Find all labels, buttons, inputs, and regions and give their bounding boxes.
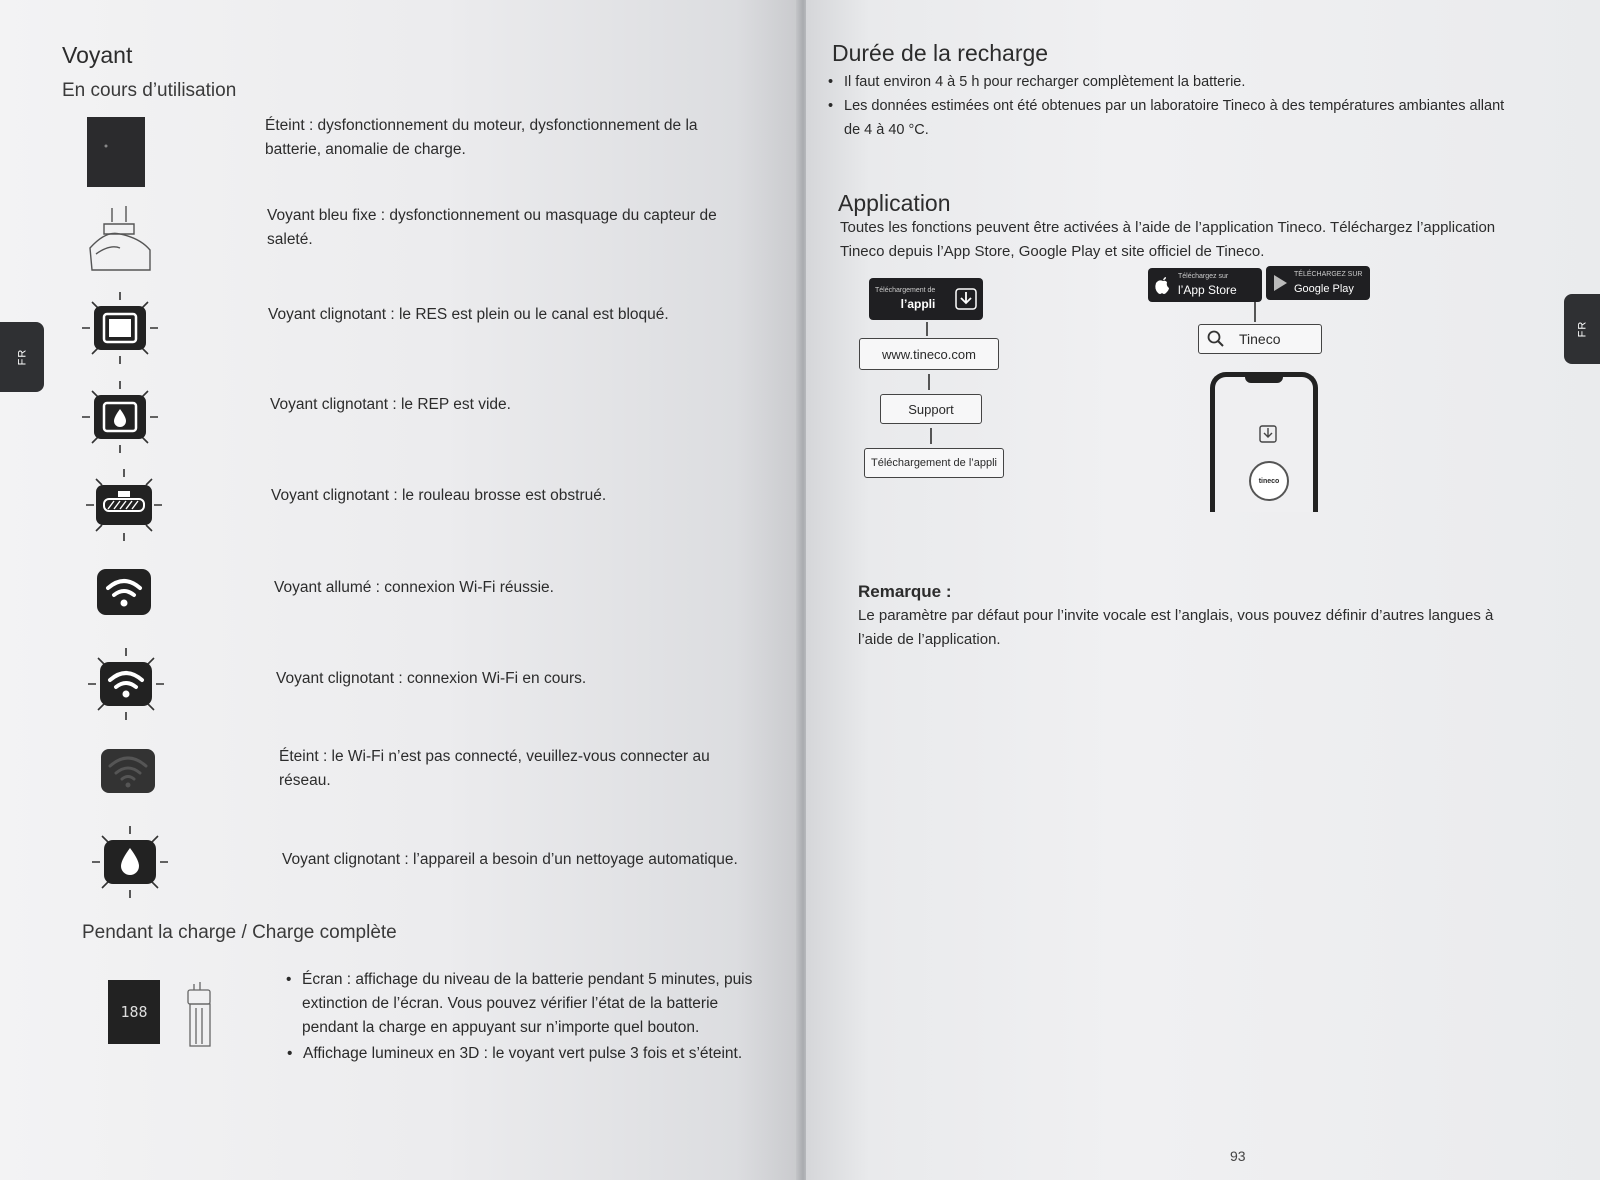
flow-box-website: www.tineco.com — [859, 338, 999, 370]
section-title-application: Application — [838, 190, 951, 216]
wifi-off-icon — [100, 748, 156, 799]
brush-roller-icon — [84, 469, 164, 546]
download-icon — [1259, 425, 1277, 443]
subsection-charging: Pendant la charge / Charge complète — [82, 922, 397, 943]
app-download-badge: Téléchargement de l’appli — [869, 278, 983, 320]
tank-empty-icon — [80, 381, 160, 458]
flow-connector — [1254, 302, 1256, 322]
self-clean-icon — [90, 826, 170, 903]
dirt-sensor-icon — [86, 204, 154, 279]
indicator-desc: Voyant clignotant : connexion Wi-Fi en cours. — [276, 670, 587, 687]
indicator-desc: Éteint : dysfonctionnement du moteur, dysfonctionnement de la batterie, anomalie de charge. — [265, 117, 698, 158]
page-number: 93 — [1230, 1148, 1246, 1164]
indicator-desc: Voyant clignotant : le rouleau brosse est obstrué. — [271, 487, 607, 504]
indicator-desc: Voyant bleu fixe : dysfonctionnement ou masquage du capteur de saleté. — [267, 207, 717, 248]
download-icon — [955, 288, 977, 310]
recharge-bullet: • Il faut environ 4 à 5 h pour recharger complètement la batterie. — [844, 70, 1524, 94]
google-play-icon — [1272, 274, 1288, 292]
phone-illustration — [1210, 372, 1318, 512]
recharge-bullet: • Les données estimées ont été obtenues par un laboratoire Tineco à des températures ambiantes allant de 4 à 40 °C. — [844, 94, 1524, 142]
flow-connector — [928, 374, 930, 390]
indicator-desc: Voyant clignotant : le RES est plein ou le canal est bloqué. — [268, 306, 669, 323]
battery-display-icon: 188 — [108, 980, 160, 1044]
indicator-desc: Voyant clignotant : l’appareil a besoin d’un nettoyage automatique. — [282, 851, 738, 868]
indicator-desc: Voyant allumé : connexion Wi-Fi réussie. — [274, 579, 554, 596]
charge-bullet: • Écran : affichage du niveau de la batterie pendant 5 minutes, puis extinction de l’écran. Vous pouvez vérifier l’état de la batterie pendant la charge en appuyant sur n’importe quel bouton. — [302, 968, 762, 1040]
subsection-in-use: En cours d’utilisation — [62, 80, 237, 101]
section-title-voyant: Voyant — [62, 42, 133, 68]
remark-title: Remarque : — [858, 582, 952, 601]
remark-text: Le paramètre par défaut pour l’invite vocale est l’anglais, vous pouvez définir d’autres langues à l’aide de l’application. — [858, 607, 1494, 648]
language-tab-left: FR — [0, 322, 44, 392]
dark-square-icon — [86, 116, 146, 193]
indicator-desc: Éteint : le Wi-Fi n’est pas connecté, veuillez-vous connecter au réseau. — [279, 748, 710, 789]
search-icon — [1207, 330, 1225, 348]
tank-full-icon — [80, 292, 160, 369]
language-tab-right: FR — [1564, 294, 1600, 364]
flow-box-app-download: Téléchargement de l’appli — [864, 448, 1004, 478]
application-text: Toutes les fonctions peuvent être activées à l’aide de l’application Tineco. Téléchargez l’application Tineco depuis l’App Store, Google Play et site officiel de Tineco. — [840, 219, 1496, 260]
wifi-on-icon — [96, 568, 152, 621]
charge-bullet: • Affichage lumineux en 3D : le voyant vert pulse 3 fois et s’éteint. — [303, 1042, 763, 1066]
apple-icon — [1154, 275, 1172, 295]
google-play-badge: TÉLÉCHARGEZ SUR Google Play — [1266, 266, 1370, 300]
flow-connector — [930, 428, 932, 444]
app-store-badge: Téléchargez sur l’App Store — [1148, 268, 1262, 302]
indicator-desc: Voyant clignotant : le REP est vide. — [270, 396, 511, 413]
vacuum-handle-icon — [184, 982, 218, 1053]
flow-connector — [926, 322, 928, 336]
right-page — [806, 0, 1600, 1180]
wifi-blinking-icon — [86, 648, 166, 725]
store-search-box: Tineco — [1198, 324, 1322, 354]
section-title-recharge: Durée de la recharge — [832, 40, 1049, 66]
flow-box-support: Support — [880, 394, 982, 424]
tineco-app-logo: tineco — [1249, 461, 1289, 501]
